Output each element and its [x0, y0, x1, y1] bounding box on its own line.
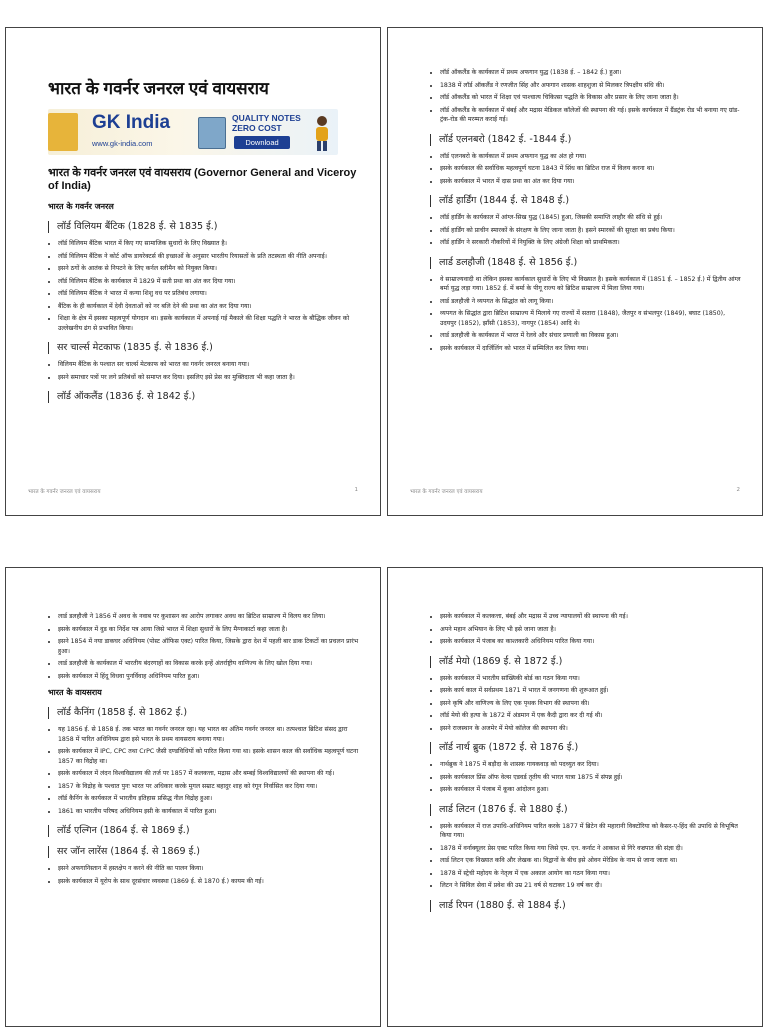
- list-item: • लॉर्ड कैनिंग के कार्यकाल में भारतीय इतिहास प्रसिद्ध नील विद्रोह हुआ।: [58, 794, 360, 804]
- document-page-2: [387, 27, 763, 516]
- book-icon: [198, 117, 226, 149]
- list-item: • लार्ड लिटन एक विख्यात कवि और लेखक था। विद्वानों के बीच इसे ओवन मेरेडिथ के नाम से जाना जाता था।: [440, 856, 742, 866]
- banner-url: www.gk-india.com: [92, 139, 153, 148]
- list-item: • लिटन ने सिविल सेवा में प्रवेश की उम्र 21 वर्ष से घटाकर 19 वर्ष कर दी।: [440, 881, 742, 891]
- list-item: • बैंटिक के ही कार्यकाल में देवी देवताओं को नर बलि देने की प्रथा का अंत कर दिया गया।: [58, 302, 360, 312]
- bullet-list: [430, 213, 742, 248]
- document-page-4: [387, 567, 763, 1027]
- list-item: • इसके कार्यकाल में यूरोप के साथ दूरसंचार व्यवस्था (1869 ई. से 1870 ई.) कायम की गई।: [58, 877, 360, 887]
- banner-logo: GK India: [92, 112, 171, 133]
- list-item: • शिक्षा के क्षेत्र में इसका महत्वपूर्ण योगदान था। इसके कार्यकाल में अपनाई गई मैकाले की शिक्षा पद्धति ने भारत के बौद्धिक जीवन को उल्लेखनीय ढंग से प्रभावित किया।: [58, 314, 360, 333]
- list-item: • लॉर्ड ऑकलैंड के कार्यकाल में बंबई और मद्रास मेडिकल कॉलेजों की स्थापना की गई। इसके कार्यकाल में ग्रैंडट्रंक रोड भी बनाया गए ग्रांड-ट्रंक-रोड की मरम्मत कराई गई।: [440, 106, 742, 125]
- list-item: • लार्ड डलहौजी के कार्यकाल में भारत में रेलवे और संचार प्रणाली का विकास हुआ।: [440, 331, 742, 341]
- document-page-1: [5, 27, 381, 516]
- gk-india-banner[interactable]: [48, 109, 338, 155]
- section-heading: भारत के गवर्नर जनरल: [48, 202, 114, 211]
- list-item: • लॉर्ड ऑकलैंड के कार्यकाल में प्रथम अफगान युद्ध (1838 ई. – 1842 ई.) हुआ।: [440, 68, 742, 78]
- list-item: • इसके कार्यकाल में पंजाब में कूका आंदोलन हुआ।: [440, 785, 742, 795]
- list-item: • लॉर्ड हार्डिंग ने सरकारी नौकरियों में नियुक्ति के लिए अंग्रेजी शिक्षा को प्राथमिकता।: [440, 238, 742, 248]
- list-item: • इसके कार्यकाल में लंदन विश्वविद्यालय की तर्ज पर 1857 में कलकत्ता, मद्रास और बम्बई विश्वविद्यालयों की स्थापना की गई।: [58, 769, 360, 779]
- list-item: • इसके कार्यकाल की सर्वाधिक महत्वपूर्ण घटना 1843 में सिंध का ब्रिटिश राज में विलय करना था।: [440, 164, 742, 174]
- ruler-heading: लॉर्ड एल्गिन (1864 ई. से 1869 ई.): [48, 825, 360, 837]
- list-item: • लॉर्ड हार्डिंग के कार्यकाल में आंग्ल-सिख युद्ध (1845) हुआ, जिसकी समाप्ति लाहौर की संधि से हुई।: [440, 213, 742, 223]
- list-item: • इसके कार्यकाल में कलकत्ता, बंबई और मद्रास में उच्च न्यायालयों की स्थापना की गई।: [440, 612, 742, 622]
- ruler-heading: लॉर्ड हार्डिंग (1844 ई. से 1848 ई.): [430, 195, 742, 207]
- list-item: • इसके कार्यकाल में पंजाब का काश्तकारी अधिनियम पारित किया गया।: [440, 637, 742, 647]
- list-item: • यह 1856 ई. से 1858 ई. तक भारत का गवर्नर जनरल रहा। यह भारत का अंतिम गवर्नर जनरल था। तत्पश्चात ब्रिटिश संसद द्वारा 1858 में पारित अधिनियम द्वारा इसे भारत के प्रथम वायसराय बनाया गया।: [58, 725, 360, 744]
- list-item: • इसके कार्यकाल में दार्जिलिंग को भारत में सम्मिलित कर लिया गया।: [440, 344, 742, 354]
- bullet-list: [430, 612, 742, 647]
- bullet-list: [48, 725, 360, 816]
- list-item: • इसने राजस्थान के अजमेर में मेयो कॉलेज की स्थापना की।: [440, 724, 742, 734]
- section-heading: भारत के वायसराय: [48, 688, 102, 697]
- ruler-heading: सर जॉन लारेंस (1864 ई. से 1869 ई.): [48, 846, 360, 858]
- list-item: • लॉर्ड ऑकलैंड को भारत में शिक्षा एवं पाश्चात्य चिकित्सा पद्धति के विकास और प्रसार के लिए जाना जाता है।: [440, 93, 742, 103]
- bullet-list: [430, 152, 742, 187]
- list-item: • 1878 में वर्नाक्यूलर प्रेस एक्ट पारित किया गया जिसे एम. एन. कर्नाट ने आकाश से गिरे वज्रपात की संज्ञा दी।: [440, 844, 742, 854]
- page-title: भारत के गवर्नर जनरल एवं वायसराय: [48, 79, 269, 98]
- content-blocks: [430, 612, 742, 912]
- list-item: • 1861 का भारतीय परिषद अधिनियम इसी के कार्यकाल में पारित हुआ।: [58, 807, 360, 817]
- list-item: • लॉर्ड विलियम बैंटिक ने कोर्ट ऑफ डायरेक्टर्स की इच्छाओं के अनुसार भारतीय रियासतों के प्रति तटस्थता की नीति अपनाई।: [58, 252, 360, 262]
- bullet-list: [48, 239, 360, 333]
- student-icon: [312, 115, 332, 151]
- list-item: • लार्ड डलहौजी के कार्यकाल में भारतीय बंदरगाहों का विकास करके इन्हें अंतर्राष्ट्रीय वाणिज्य के लिए खोल दिया गया।: [58, 659, 360, 669]
- list-item: • 1857 के विद्रोह के पश्चात पुनः भारत पर अधिकार करके मुगल सम्राट बहादुर शाह को रंगून निर्वासित कर दिया गया।: [58, 782, 360, 792]
- list-item: • लॉर्ड विलियम बैंटिक ने भारत में कन्या शिशु वध पर प्रतिबंध लगाया।: [58, 289, 360, 299]
- content-blocks: [48, 612, 360, 681]
- ruler-heading: लार्ड डलहौजी (1848 ई. से 1856 ई.): [430, 257, 742, 269]
- page-footer: भारत के गवर्नर जनरल एवं वायसराय 2: [410, 487, 740, 495]
- subtitle: भारत के गवर्नर जनरल एवं वायसराय (Governor General and Viceroy of India): [48, 167, 357, 192]
- list-item: • इसने समाचार पत्रों पर लगे प्रतिबंधों को समाप्त कर दिया। इसलिए इसे प्रेस का मुक्तिदाता भी कहा जाता है।: [58, 373, 360, 383]
- list-item: • लॉर्ड एलनबरो के कार्यकाल में प्रथम अफगान युद्ध का अंत हो गया।: [440, 152, 742, 162]
- document-page-3: [5, 567, 381, 1027]
- ruler-heading: लॉर्ड कैनिंग (1858 ई. से 1862 ई.): [48, 707, 360, 719]
- content-blocks: [48, 707, 360, 886]
- page-number: 1: [354, 487, 358, 493]
- list-item: • नार्थब्रुक ने 1875 में बड़ौदा के शासक गायकवाड़ को पदच्युत कर दिया।: [440, 760, 742, 770]
- list-item: • लॉर्ड विलियम बैंटिक के कार्यकाल में 1829 में सती प्रथा का अंत कर दिया गया।: [58, 277, 360, 287]
- list-item: • इसके कार्यकाल में हिंदू विधवा पुनर्विवाह अधिनियम पारित हुआ।: [58, 672, 360, 682]
- bullet-list: [430, 822, 742, 891]
- list-item: • इसके कार्य काल में सर्वप्रथम 1871 में भारत में जनगणना की शुरूआत हुई।: [440, 686, 742, 696]
- list-item: • लार्ड डलहौजी ने 1856 में अवध के नवाब पर कुशासन का आरोप लगाकर अवध का ब्रिटिश साम्राज्य में विलय कर लिया।: [58, 612, 360, 622]
- list-item: • विलियम बैंटिक के पश्चात सर चार्ल्स मेटकाफ को भारत का गवर्नर जनरल बनाया गया।: [58, 360, 360, 370]
- list-item: • इसके कार्यकाल प्रिंस ऑफ वेल्स एडवर्ड तृतीय की भारत यात्रा 1875 में संपन्न हुई।: [440, 773, 742, 783]
- ruler-heading: लार्ड लिटन (1876 ई. से 1880 ई.): [430, 804, 742, 816]
- page-number: 2: [736, 487, 740, 493]
- list-item: • इसके कार्यकाल में भारत में दास प्रथा का अंत कर दिया गया।: [440, 177, 742, 187]
- list-item: • इसने ठगों के आतंक से निपटने के लिए कर्नल स्लीमैन को नियुक्त किया।: [58, 264, 360, 274]
- list-item: • लॉर्ड हार्डिंग को प्राचीन स्मारकों के संरक्षण के लिए जाना जाता है। इसने स्मारकों की सुरक्षा का प्रबंध किया।: [440, 226, 742, 236]
- ruler-heading: सर चार्ल्स मेटकाफ (1835 ई. से 1836 ई.): [48, 342, 360, 354]
- ruler-heading: लॉर्ड मेयो (1869 ई. से 1872 ई.): [430, 656, 742, 668]
- list-item: • 1878 में स्ट्रेची महोदय के नेतृत्व में एक अकाल आयोग का गठन किया गया।: [440, 869, 742, 879]
- bullet-list: [48, 360, 360, 382]
- list-item: • लार्ड डलहौजी ने व्यपगत के सिद्धांत को लागू किया।: [440, 297, 742, 307]
- ruler-heading: लॉर्ड विलियम बैंटिक (1828 ई. से 1835 ई.): [48, 221, 360, 233]
- bullet-list: [430, 68, 742, 125]
- ruler-heading: लॉर्ड ऑकलैंड (1836 ई. से 1842 ई.): [48, 391, 360, 403]
- list-item: • लॉर्ड विलियम बैंटिक भारत में किए गए सामाजिक सुधारों के लिए विख्यात है।: [58, 239, 360, 249]
- list-item: • व्यपगत के सिद्धांत द्वारा ब्रिटिश साम्राज्य में मिलाये गए राज्यों में सतारा (1848), जैतपुर व संभलपुर (1849), बघाट (1850), उदयपुर (1852), झाँसी (1853), नागपुर (1854) आदि थे।: [440, 309, 742, 328]
- badge-icon: [48, 113, 78, 151]
- list-item: • इसने कृषि और वाणिज्य के लिए एक पृथक विभाग की स्थापना की।: [440, 699, 742, 709]
- list-item: • इसने 1854 में नया डाकघर अधिनियम (पोस्ट ऑफिस एक्ट) पारित किया, जिसके द्वारा देश में पहली बार डाक टिकटों का प्रचलन प्रारंभ हुआ।: [58, 637, 360, 656]
- list-item: • 1838 में लॉर्ड ऑकलैंड ने रणजीत सिंह और अफगान शासक शाहशुजा से मिलकर त्रिपक्षीय संधि की।: [440, 81, 742, 91]
- bullet-list: [48, 864, 360, 886]
- banner-tagline: QUALITY NOTES ZERO COST: [232, 113, 301, 133]
- bullet-list: [430, 674, 742, 734]
- ruler-heading: लॉर्ड एलनबरो (1842 ई. -1844 ई.): [430, 134, 742, 146]
- list-item: • इसके कार्यकाल में वुड का निर्देश पत्र आया जिसे भारत में शिक्षा सुधारों के लिए मैग्नाकार्टा कहा जाता है।: [58, 625, 360, 635]
- bullet-list: [430, 275, 742, 354]
- page-footer: भारत के गवर्नर जनरल एवं वायसराय 1: [28, 487, 358, 495]
- ruler-heading: लॉर्ड नार्थ ब्रुक (1872 ई. से 1876 ई.): [430, 742, 742, 754]
- list-item: • इसके कार्यकाल में भारतीय सांख्यिकी बोर्ड का गठन किया गया।: [440, 674, 742, 684]
- content-blocks: [48, 221, 360, 403]
- list-item: • इसने अफगानिस्तान में हस्तक्षेप न करने की नीति का पालन किया।: [58, 864, 360, 874]
- list-item: • लॉर्ड मेयो की हत्या के 1872 में अंडमान में एक कैदी द्वारा कर दी गई थी।: [440, 711, 742, 721]
- list-item: • अपने महान अभियान के लिए भी इसे जाना जाता है।: [440, 625, 742, 635]
- ruler-heading: लार्ड रिपन (1880 ई. से 1884 ई.): [430, 900, 742, 912]
- download-button[interactable]: Download: [234, 136, 290, 149]
- bullet-list: [430, 760, 742, 795]
- list-item: • वे साम्राज्यवादी था लेकिन इसका कार्यकाल सुधारों के लिए भी विख्यात है। इसके कार्यकाल में (1851 ई. – 1852 ई.) में द्वितीय आंग्ल बर्मा युद्ध लड़ा गया। 1852 ई. में बर्मा के पीगू राज्य को ब्रिटिश साम्राज्य में मिला लिया गया।: [440, 275, 742, 294]
- bullet-list: [48, 612, 360, 681]
- list-item: • इसके कार्यकाल में राज उपाधि-अधिनियम पारित करके 1877 में ब्रिटेन की महारानी विक्टोरिया को कैसर-ए-हिंद की उपाधि से विभूषित किया गया।: [440, 822, 742, 841]
- content-blocks: [430, 68, 742, 353]
- list-item: • इसके कार्यकाल में IPC, CPC तथा CrPC जैसी दण्डविधियों को पारित किया गया था। इसके शासन काल की सर्वाधिक महत्वपूर्ण घटना 1857 का विद्रोह था।: [58, 747, 360, 766]
